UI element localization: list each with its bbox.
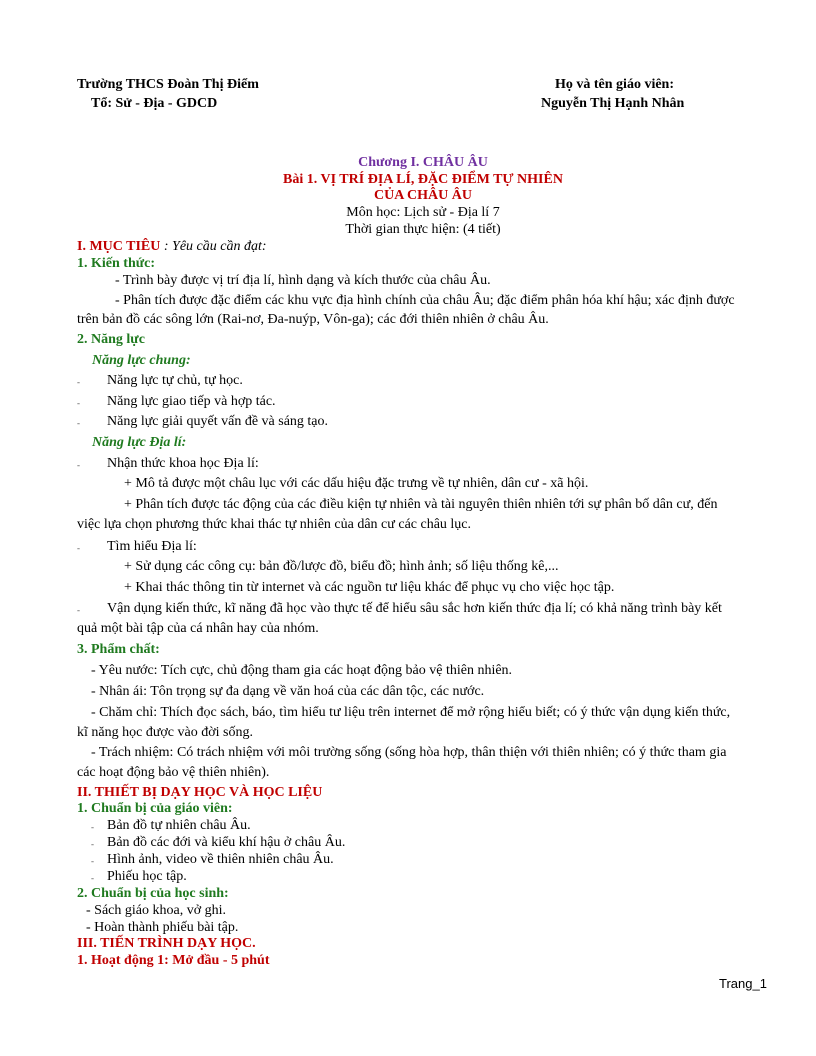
page-number: Trang_1 xyxy=(719,976,767,991)
student-prep-item-2: - Hoàn thành phiếu bài tập. xyxy=(86,920,239,935)
quality-heading: 3. Phẩm chất: xyxy=(77,642,160,657)
lesson-title-line1: Bài 1. VỊ TRÍ ĐỊA LÍ, ĐẶC ĐIỂM TỰ NHIÊN xyxy=(283,172,563,187)
quality-patriotism: - Yêu nước: Tích cực, chủ động tham gia các hoạt động bảo vệ thiên nhiên. xyxy=(91,663,513,678)
student-prep-item-1: - Sách giáo khoa, vở ghi. xyxy=(86,903,226,918)
activity-1-heading: 1. Hoạt động 1: Mở đầu - 5 phút xyxy=(77,953,270,968)
bullet-marker: - xyxy=(91,839,94,849)
teacher-prep-item-3: Hình ảnh, video về thiên nhiên châu Âu. xyxy=(107,852,334,867)
quality-kindness: - Nhân ái: Tôn trọng sự đa dạng về văn hoá của các dân tộc, các nước. xyxy=(91,684,485,699)
school-name: Trường THCS Đoàn Thị Điểm xyxy=(77,77,259,92)
bullet-marker: - xyxy=(77,418,80,428)
teacher-name: Nguyễn Thị Hạnh Nhân xyxy=(541,96,685,111)
general-ability-item-3: Năng lực giải quyết vấn đề và sáng tạo. xyxy=(107,414,329,429)
teacher-prep-heading: 1. Chuẩn bị của giáo viên: xyxy=(77,801,233,816)
knowledge-item-2-line1: - Phân tích được đặc điểm các khu vực địa hình chính của châu Âu; đặc điểm phân hóa khí hậu; xác định được xyxy=(115,293,735,308)
subject-line: Môn học: Lịch sử - Địa lí 7 xyxy=(346,205,500,220)
knowledge-item-1: - Trình bày được vị trí địa lí, hình dạng và kích thước của châu Âu. xyxy=(115,273,491,288)
teacher-prep-item-2: Bản đồ các đới và kiểu khí hậu ở châu Âu. xyxy=(107,835,346,850)
chapter-title: Chương I. CHÂU ÂU xyxy=(358,155,488,170)
section2-heading: II. THIẾT BỊ DẠY HỌC VÀ HỌC LIỆU xyxy=(77,785,323,800)
teacher-prep-item-1: Bản đồ tự nhiên châu Âu. xyxy=(107,818,251,833)
geo-awareness-sub-2-line1: + Phân tích được tác động của các điều kiện tự nhiên và tài nguyên thiên nhiên tới sự phân bố dân cư, đến xyxy=(124,497,718,512)
general-ability-heading: Năng lực chung: xyxy=(92,353,191,368)
bullet-marker: - xyxy=(77,398,80,408)
department-name: Tổ: Sử - Địa - GDCD xyxy=(91,96,218,111)
quality-diligence-line2: kĩ năng học được vào đời sống. xyxy=(77,725,253,740)
general-ability-item-1: Năng lực tự chủ, tự học. xyxy=(107,373,243,388)
section1-heading: I. MỤC TIÊU xyxy=(77,239,161,254)
bullet-marker: - xyxy=(77,543,80,553)
section1-heading-row xyxy=(77,239,267,255)
geo-explore: Tìm hiểu Địa lí: xyxy=(107,539,197,554)
bullet-marker: - xyxy=(91,822,94,832)
section1-heading-suffix: : Yêu cầu cần đạt: xyxy=(163,239,267,254)
bullet-marker: - xyxy=(91,856,94,866)
geo-apply-line2: quả một bài tập của cá nhân hay của nhóm. xyxy=(77,621,319,636)
general-ability-item-2: Năng lực giao tiếp và hợp tác. xyxy=(107,394,276,409)
bullet-marker: - xyxy=(91,873,94,883)
geo-ability-heading: Năng lực Địa lí: xyxy=(92,435,187,450)
bullet-marker: - xyxy=(77,460,80,470)
student-prep-heading: 2. Chuẩn bị của học sinh: xyxy=(77,886,229,901)
teacher-label: Họ và tên giáo viên: xyxy=(555,77,674,92)
lesson-title-line2: CỦA CHÂU ÂU xyxy=(374,188,472,203)
geo-awareness-sub-2-line2: việc lựa chọn phương thức khai thác tự nhiên của dân cư các châu lục. xyxy=(77,517,472,532)
section3-heading: III. TIẾN TRÌNH DẠY HỌC. xyxy=(77,936,256,951)
quality-responsibility-line2: các hoạt động bảo vệ thiên nhiên). xyxy=(77,765,270,780)
geo-apply-line1: Vận dụng kiến thức, kĩ năng đã học vào thực tế để hiểu sâu sắc hơn kiến thức địa lí; có khả năng trình bày kết xyxy=(107,601,722,616)
geo-awareness-sub-1: + Mô tả được một châu lục với các dấu hiệu đặc trưng về tự nhiên, dân cư - xã hội. xyxy=(124,476,589,491)
knowledge-item-2-line2: trên bản đồ các sông lớn (Rai-nơ, Đa-nuýp, Vôn-ga); các đới thiên nhiên ở châu Âu. xyxy=(77,312,549,327)
bullet-marker: - xyxy=(77,605,80,615)
geo-explore-sub-1: + Sử dụng các công cụ: bản đồ/lược đồ, biểu đồ; hình ảnh; số liệu thống kê,... xyxy=(124,559,559,574)
quality-responsibility-line1: - Trách nhiệm: Có trách nhiệm với môi trường sống (sống hòa hợp, thân thiện với thiên nhiên; có ý thức tham gia xyxy=(91,745,727,760)
duration-line: Thời gian thực hiện: (4 tiết) xyxy=(345,222,501,237)
geo-awareness: Nhận thức khoa học Địa lí: xyxy=(107,456,259,471)
ability-heading: 2. Năng lực xyxy=(77,332,145,347)
teacher-prep-item-4: Phiếu học tập. xyxy=(107,869,187,884)
bullet-marker: - xyxy=(77,377,80,387)
geo-explore-sub-2: + Khai thác thông tin từ internet và các nguồn tư liệu khác để phục vụ cho việc học tập. xyxy=(124,580,615,595)
knowledge-heading: 1. Kiến thức: xyxy=(77,256,156,271)
quality-diligence-line1: - Chăm chỉ: Thích đọc sách, báo, tìm hiểu tư liệu trên internet để mở rộng hiểu biết; có ý thức vận dụng kiến thức, xyxy=(91,705,731,720)
